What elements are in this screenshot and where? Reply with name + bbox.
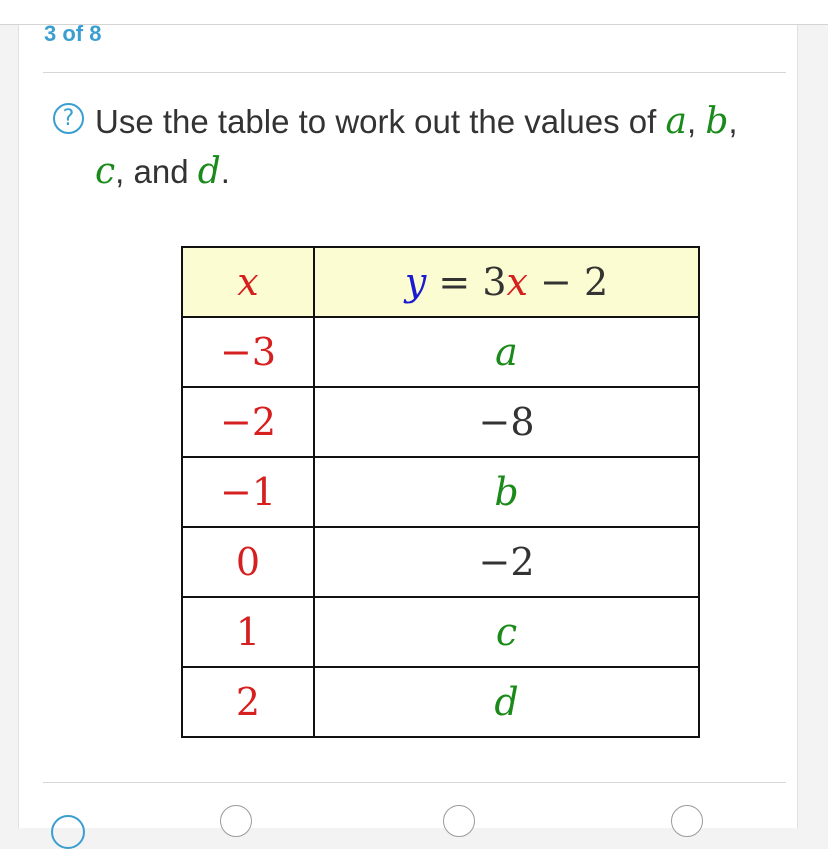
variable-d: d: [197, 151, 221, 192]
variable-b: b: [705, 101, 729, 142]
help-icon[interactable]: ?: [53, 103, 84, 134]
cell-y: −2: [314, 527, 699, 597]
cell-y: b: [314, 457, 699, 527]
variable-a: a: [665, 101, 687, 142]
divider-top: [43, 72, 786, 73]
table-body: [182, 317, 699, 737]
table-row: [182, 317, 699, 387]
table-row: [182, 387, 699, 457]
cell-x: 1: [182, 597, 314, 667]
cell-x: 2: [182, 667, 314, 737]
table-row: [182, 597, 699, 667]
radio-option[interactable]: [671, 805, 703, 837]
header-y-rest: − 2: [527, 260, 609, 304]
header-x: [182, 247, 314, 317]
radio-option[interactable]: [220, 805, 252, 837]
cell-x: −2: [182, 387, 314, 457]
cell-y: c: [314, 597, 699, 667]
header-y: [314, 247, 699, 317]
question-text-part: Use the table to work out the values of: [95, 103, 666, 140]
cell-y: d: [314, 667, 699, 737]
question-card: [18, 21, 798, 828]
question-progress: 3 of 8: [44, 21, 102, 46]
radio-option[interactable]: [443, 805, 475, 837]
cell-x: −1: [182, 457, 314, 527]
question-text: [95, 97, 795, 197]
cell-y: −8: [314, 387, 699, 457]
question-sep: , and: [115, 153, 198, 190]
top-bar: [0, 0, 828, 25]
table-row: [182, 667, 699, 737]
header-y-var: y: [404, 260, 427, 304]
question-sep: ,: [728, 103, 738, 140]
question-end: .: [220, 153, 230, 190]
cell-x: 0: [182, 527, 314, 597]
header-y-x: x: [506, 260, 528, 304]
table-header-row: [182, 247, 699, 317]
cell-x: −3: [182, 317, 314, 387]
cell-y: a: [314, 317, 699, 387]
values-table: [181, 246, 700, 738]
answer-options-row: [19, 805, 797, 835]
variable-c: c: [95, 151, 116, 192]
question-sep: ,: [686, 103, 706, 140]
table-row: [182, 527, 699, 597]
table-row: [182, 457, 699, 527]
divider-bottom: [43, 782, 786, 783]
header-y-eq: = 3: [426, 260, 507, 304]
help-icon-clipped[interactable]: [51, 815, 85, 849]
header-x-label: x: [237, 260, 259, 304]
